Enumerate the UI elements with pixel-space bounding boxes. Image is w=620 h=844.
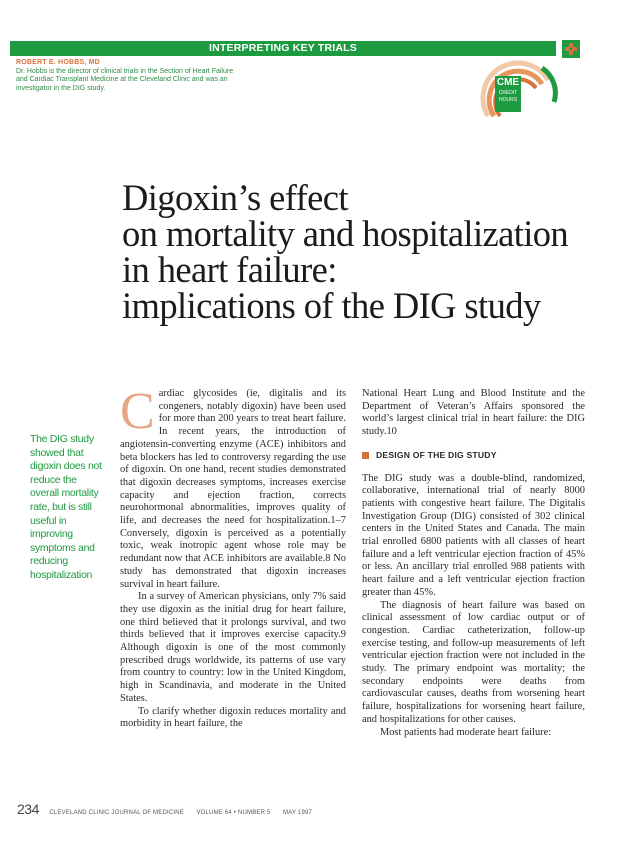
paragraph: National Heart Lung and Blood Institute and the Department of Veteran’s Affairs sponsored the world’s largest clinical trial in heart failure: the DIG study.10 (362, 388, 585, 438)
section-label: INTERPRETING KEY TRIALS (209, 42, 357, 54)
body-column-right (362, 388, 585, 739)
paragraph: The DIG study was a double-blind, randomized, collaborative, international trial of nearly 8000 patients with congestive heart failure. The Digitalis Investigation Group (DIG) consisted of 302 clinical centers in the United States and Canada. The main trial enrolled 6800 patients with all classes of heart failure and a left ventricular ejection fraction of 45% or less. An ancillary trial enrolled 988 patients with heart failure and a left ventricular ejection fraction greater than 45%. (362, 472, 585, 598)
drop-cap: C (120, 383, 155, 440)
cme-credit-text: CREDIT (498, 90, 518, 96)
cme-credit (495, 91, 521, 103)
plus-icon (562, 40, 580, 58)
author-block (16, 59, 236, 93)
page-number: 234 (17, 801, 39, 817)
cme-box (495, 76, 521, 112)
cme-hours-text: HOURS (498, 96, 518, 103)
paragraph-text: ardiac glycosides (ie, digitalis and its congeners, notably digoxin) have been used for more than 200 years to treat heart failure. In recent years, the introduction of angiotensin-converting enzyme (ACE) inhibitors and beta blockers has led to controversy regarding the use of digoxin. On one hand, recent studies demonstrated that digoxin decreases symptoms, increases exercise capacity and ejection fraction, corrects neurohormonal abnormalities, improves quality of life, and decreases the need for hospitalization.1–7 Conversely, digoxin is perceived as a potentially toxic, weak inotropic agent whose role may be redundant now that ACE inhibitors are available.8 No study has demonstrated that digoxin increases survival in heart failure. (120, 388, 346, 590)
author-bio: Dr. Hobbs is the director of clinical trials in the Section of Heart Failure and Cardiac Transplant Medicine at the Cleveland Clinic and was an investigator in the DIG study. (16, 67, 234, 92)
bullet-square-icon (362, 452, 369, 459)
author-name: ROBERT E. HOBBS, MD (16, 59, 100, 66)
section-heading (362, 449, 585, 462)
body-column-left (120, 383, 346, 731)
title-line: Digoxin’s effect (122, 177, 348, 218)
title-line: on mortality and hospitalization (122, 213, 569, 254)
article-title (122, 177, 592, 326)
journal-volume: VOLUME 64 • NUMBER 5 (196, 810, 271, 816)
section-banner (10, 41, 556, 56)
title-line: in heart failure: (122, 249, 337, 290)
paragraph: Most patients had moderate heart failure: (380, 726, 552, 738)
cme-label: CME (496, 77, 520, 88)
page-footer (17, 801, 437, 819)
paragraph (120, 383, 346, 591)
title-line: implications of the DIG study (122, 285, 541, 326)
paragraph: The diagnosis of heart failure was based on clinical assessment of low cardiac output or of congestion. Cardiac catheterization, follow-up exercise testing, and follow-up measurements of left ventricular ejection fraction were not included in the study. The primary endpoint was mortality; the secondary endpoints were deaths from cardiovascular causes, deaths from worsening heart failure, hospitalizations for worsening heart failure, and hospitalizations for other causes. (362, 599, 585, 725)
paragraph: To clarify whether digoxin reduces mortality and morbidity in heart failure, the (120, 705, 346, 730)
journal-name: CLEVELAND CLINIC JOURNAL OF MEDICINE (49, 810, 184, 816)
journal-date: MAY 1997 (283, 810, 313, 816)
paragraph: In a survey of American physicians, only 7% said they use digoxin as the initial drug for heart failure, one third believed that it prolongs survival, and two thirds believed that it improves exercise capacity.9 Although digoxin is one of the most commonly prescribed drugs worldwide, its patterns of use vary from country to country: low in the United Kingdom, high in Scandinavia, and moderate in the United States. (120, 591, 346, 704)
section-heading-text: DESIGN OF THE DIG STUDY (376, 449, 497, 460)
cme-badge (476, 50, 558, 122)
pull-quote: The DIG study showed that digoxin does not reduce the overall mortality rate, but is still useful in improving symptoms and reducing hospitalization (30, 433, 102, 581)
